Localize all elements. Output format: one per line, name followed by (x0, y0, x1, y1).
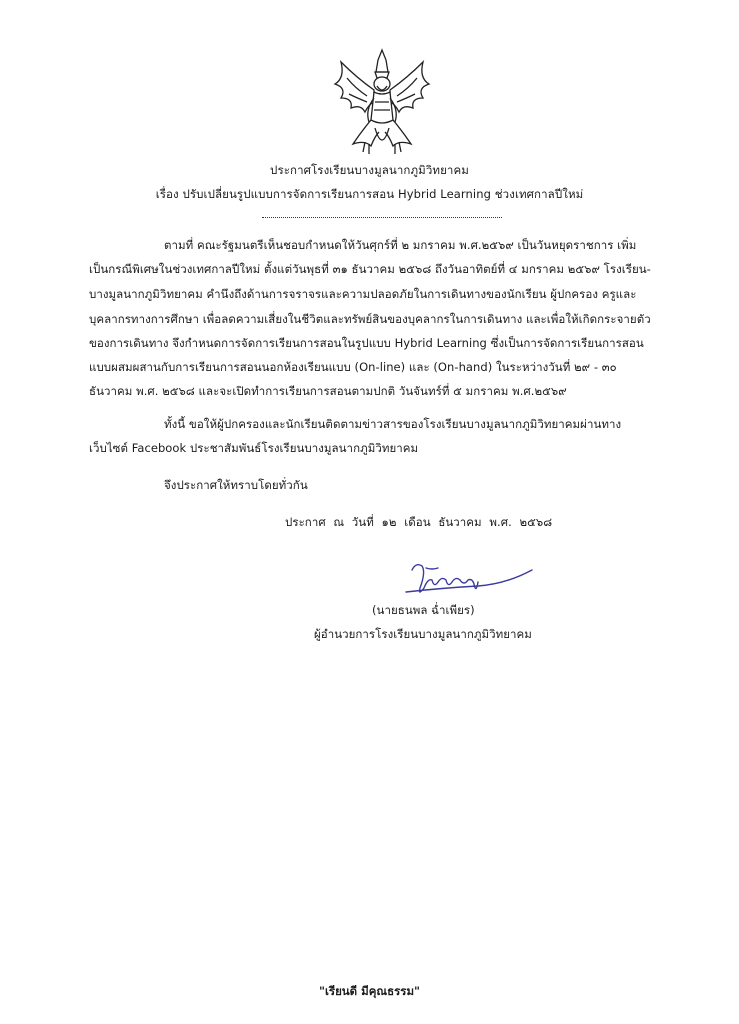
paragraph1-line: ของการเดินทาง จึงกำหนดการจัดการเรียนการสอนในรูปแบบ Hybrid Learning ซึ่งเป็นการจัดการเรียนการสอน (89, 336, 644, 350)
closing-statement: จึงประกาศให้ทราบโดยทั่วกัน (164, 478, 308, 492)
paragraph1-line: ตามที่ คณะรัฐมนตรีเห็นชอบกำหนดให้วันศุกร์ที่ ๒ มกราคม พ.ศ.๒๕๖๙ เป็นวันหยุดราชการ เพิ่ม (164, 238, 637, 252)
signatory-position: ผู้อำนวยการโรงเรียนบางมูลนากภูมิวิทยาคม (314, 627, 532, 641)
paragraph1-line: เป็นกรณีพิเศษในช่วงเทศกาลปีใหม่ ตั้งแต่วันพุธที่ ๓๑ ธันวาคม ๒๕๖๘ ถึงวันอาทิตย์ที่ ๔ มกราคม ๒๕๖๙ โรงเรียน- (89, 262, 651, 276)
paragraph2-line: ทั้งนี้ ขอให้ผู้ปกครองและนักเรียนติดตามข่าวสารของโรงเรียนบางมูลนากภูมิวิทยาคมผ่านทาง (164, 417, 622, 431)
signatory-name: (นายธนพล ฉ่ำเพียร) (372, 603, 475, 617)
paragraph2-line: เว็บไซต์ Facebook ประชาสัมพันธ์โรงเรียนบางมูลนากภูมิวิทยาคม (89, 441, 419, 455)
announcement-date: ประกาศ ณ วันที่ ๑๒ เดือน ธันวาคม พ.ศ. ๒๕๖๘ (285, 515, 553, 529)
handwritten-signature-icon (402, 558, 542, 604)
paragraph1-line: แบบผสมผสานกับการเรียนการสอนนอกห้องเรียนแบบ (On-line) และ (On-hand) ในระหว่างวันที่ ๒๙ - ๓๐ (89, 360, 617, 374)
paragraph1-line: บางมูลนากภูมิวิทยาคม คำนึงถึงด้านการจราจรและความปลอดภัยในการเดินทางของนักเรียน ผู้ปกครอง ครูและ (89, 287, 637, 301)
garuda-emblem-icon (327, 48, 437, 156)
header-divider (262, 217, 502, 218)
school-motto: "เรียนดี มีคุณธรรม" (318, 984, 421, 998)
announcement-title: ประกาศโรงเรียนบางมูลนากภูมิวิทยาคม (270, 163, 469, 177)
paragraph1-line: บุคลากรทางการศึกษา เพื่อลดความเสี่ยงในชีวิตและทรัพย์สินของบุคลากรในการเดินทาง และเพื่อให้เกิดกระจายตัว (89, 312, 651, 326)
paragraph1-line: ธันวาคม พ.ศ. ๒๕๖๘ และจะเปิดทำการเรียนการสอนตามปกติ วันจันทร์ที่ ๕ มกราคม พ.ศ.๒๕๖๙ (89, 384, 567, 398)
announcement-subject: เรื่อง ปรับเปลี่ยนรูปแบบการจัดการเรียนการสอน Hybrid Learning ช่วงเทศกาลปีใหม่ (155, 187, 584, 201)
